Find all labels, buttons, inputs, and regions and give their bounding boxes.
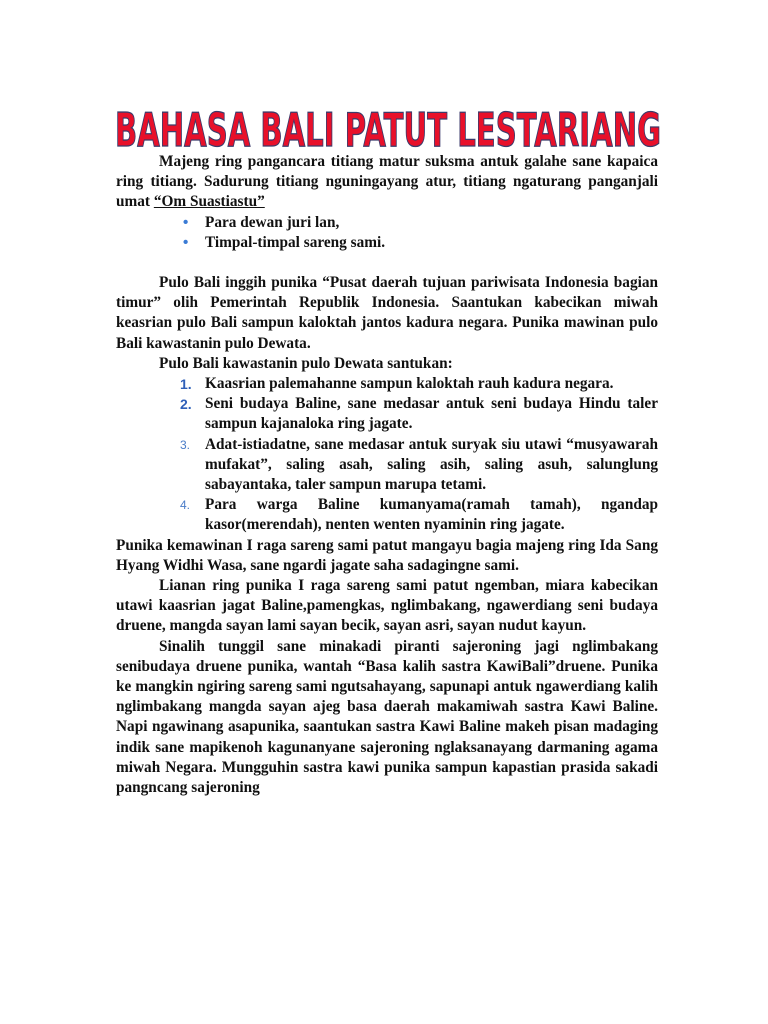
- salam-greeting: “Om Suastiastu”: [153, 193, 265, 211]
- paragraph-santukan: Pulo Bali kawastanin pulo Dewata santukan:: [159, 354, 453, 372]
- paragraph-sinalih: Sinalih tunggil sane minakadi piranti sajeroning jagi nglimbakang senibudaya druene punika, wantah “Basa kalih sastra KawiBali”druene. Punika ke mangkin ngiring sareng sami ngutsahayang, sapunapi antuk ngawerdiang kalih nglimbakang mangda sayan ajeg basa daerah makamiwah sastra Kawi Baline. Napi ngawinang asapunika, saantukan sastra Kawi Baline makeh pisan madaging indik sane mapikenoh kagunanyane sajeroning nglaksanayang darmaning agama miwah Negara. Mungguhin sastra kawi punika sampun kapastian prasida sakadi pangncang sajeroning: [116, 637, 658, 797]
- bullet-icon: •: [183, 233, 189, 251]
- reasons-list: [116, 374, 658, 536]
- greeting-list: [116, 213, 658, 253]
- list-number: 2.: [180, 396, 192, 413]
- paragraph-pulo-bali: Pulo Bali inggih punika “Pusat daerah tujuan pariwisata Indonesia bagian timur” olih Pemerintah Republik Indonesia. Saantukan kabecikan miwah keasrian pulo Bali sampun kaloktah jantos kadura negara. Punika mawinan pulo Bali kawastanin pulo Dewata.: [116, 274, 658, 352]
- intro-paragraph: [116, 152, 658, 213]
- list-number: 3.: [180, 437, 191, 452]
- greeting-text: Para dewan juri lan,: [205, 213, 340, 231]
- list-item: [116, 374, 658, 394]
- bullet-icon: •: [183, 213, 189, 231]
- list-item: [116, 394, 658, 434]
- list-number: 1.: [180, 376, 192, 393]
- reason-text: Para warga Baline kumanyama(ramah tamah), ngandap kasor(merendah), nenten wenten nyaminin ring jagate.: [205, 496, 658, 534]
- reason-text: Seni budaya Baline, sane medasar antuk seni budaya Hindu taler sampun kajanaloka ring jagate.: [205, 395, 658, 433]
- list-item: [116, 233, 658, 253]
- wordart-title: [112, 92, 664, 154]
- paragraph-lianan: Lianan ring punika I raga sareng sami patut ngemban, miara kabecikan utawi kaasrian jagat Baline,pamengkas, nglimbakang, ngawerdiang seni budaya druene, mangda sayan lami sayan becik, sayan asri, sayan nudut kayun.: [116, 577, 658, 635]
- paragraph-kemawinan: Punika kemawinan I raga sareng sami patut mangayu bagia majeng ring Ida Sang Hyang Widhi Wasa, sane ngardi jagate saha sadagingne sami.: [116, 536, 658, 574]
- list-item: [116, 213, 658, 233]
- reason-text: Adat-istiadatne, sane medasar antuk suryak siu utawi “musyawarah mufakat”, saling asah, saling asih, saling asuh, salunglung sabayantaka, taler sampun marupa tetami.: [205, 435, 658, 494]
- list-item: [116, 435, 658, 496]
- speech-body: [116, 152, 658, 798]
- list-item: [116, 495, 658, 535]
- reason-text: Kaasrian palemahanne sampun kaloktah rauh kadura negara.: [205, 375, 614, 393]
- greeting-text: Timpal-timpal sareng sami.: [205, 233, 386, 251]
- list-number: 4.: [180, 498, 191, 513]
- intro-text: Majeng ring pangancara titiang matur suksma antuk galahe sane kapaica ring titiang. Sadurung titiang nguningayang atur, titiang ngaturang panganjali umat: [116, 153, 658, 211]
- page-title: BAHASA BALI PATUT LESTARIANG: [115, 103, 661, 154]
- paragraph-gap: [116, 253, 658, 273]
- title-graphic: [112, 92, 664, 154]
